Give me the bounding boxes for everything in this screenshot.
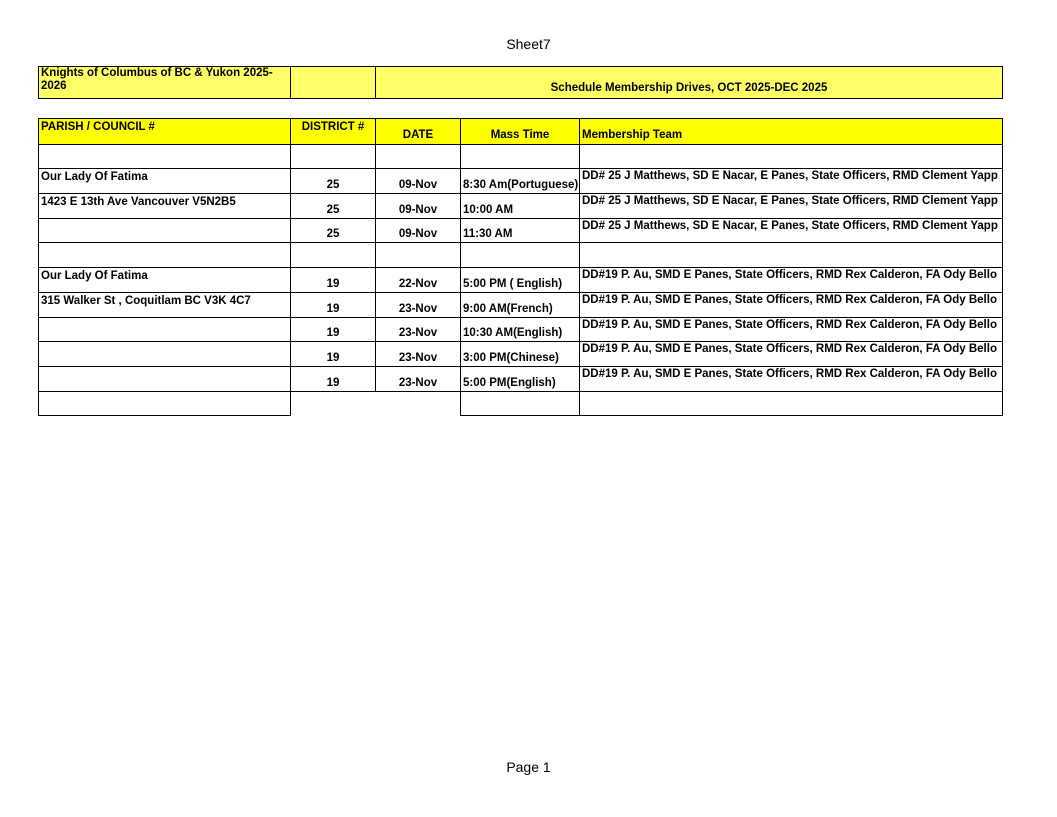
table-row <box>39 243 1003 268</box>
table-row <box>39 268 1003 293</box>
cell-team[interactable] <box>580 243 1003 268</box>
cell-mass[interactable] <box>461 144 580 169</box>
cell-date[interactable]: 22-Nov <box>376 268 461 293</box>
header-district[interactable]: DISTRICT # <box>291 119 376 145</box>
cell-date[interactable]: 23-Nov <box>376 342 461 367</box>
cell-date[interactable]: 23-Nov <box>376 317 461 342</box>
table-row <box>39 218 1003 243</box>
header-mass-time[interactable]: Mass Time <box>461 119 580 145</box>
cell-date[interactable]: 09-Nov <box>376 194 461 219</box>
cell-parish[interactable] <box>39 342 291 367</box>
cell-parish[interactable] <box>39 144 291 169</box>
cell-district[interactable]: 19 <box>291 268 376 293</box>
cell-district[interactable]: 25 <box>291 169 376 194</box>
cell-mass[interactable]: 3:00 PM(Chinese) <box>461 342 580 367</box>
cell-date[interactable]: 09-Nov <box>376 169 461 194</box>
title-row <box>39 67 1003 99</box>
cell-team[interactable] <box>580 144 1003 169</box>
cell-parish[interactable] <box>39 243 291 268</box>
cell-date[interactable]: 23-Nov <box>376 292 461 317</box>
sheet-name-header: Sheet7 <box>506 36 551 52</box>
schedule-title-cell[interactable]: Schedule Membership Drives, OCT 2025-DEC 2025 <box>376 67 1003 99</box>
cell-date[interactable]: 09-Nov <box>376 218 461 243</box>
cell-parish[interactable] <box>39 218 291 243</box>
trailing-cell-date <box>376 391 461 416</box>
cell-district[interactable]: 25 <box>291 194 376 219</box>
cell-mass[interactable]: 10:00 AM <box>461 194 580 219</box>
cell-parish[interactable]: 1423 E 13th Ave Vancouver V5N2B5 <box>39 194 291 219</box>
cell-parish[interactable]: Our Lady Of Fatima <box>39 268 291 293</box>
header-row <box>39 119 1003 145</box>
cell-parish[interactable]: Our Lady Of Fatima <box>39 169 291 194</box>
schedule-table <box>38 118 1003 416</box>
cell-team[interactable]: DD# 25 J Matthews, SD E Nacar, E Panes, State Officers, RMD Clement Yapp <box>580 169 1003 194</box>
trailing-cell-district <box>291 391 376 416</box>
cell-team[interactable]: DD# 25 J Matthews, SD E Nacar, E Panes, State Officers, RMD Clement Yapp <box>580 218 1003 243</box>
page-number-footer: Page 1 <box>506 759 551 775</box>
table-row <box>39 169 1003 194</box>
cell-team[interactable]: DD#19 P. Au, SMD E Panes, State Officers, RMD Rex Calderon, FA Ody Bello <box>580 292 1003 317</box>
trailing-cell-parish[interactable] <box>39 391 291 416</box>
org-title-cell[interactable]: Knights of Columbus of BC & Yukon 2025-2026 <box>39 67 291 99</box>
cell-team[interactable]: DD#19 P. Au, SMD E Panes, State Officers, RMD Rex Calderon, FA Ody Bello <box>580 366 1003 391</box>
cell-mass[interactable]: 5:00 PM ( English) <box>461 268 580 293</box>
trailing-cell-team[interactable] <box>580 391 1003 416</box>
cell-date[interactable] <box>376 243 461 268</box>
table-row <box>39 144 1003 169</box>
cell-district[interactable]: 19 <box>291 292 376 317</box>
trailing-row <box>39 391 1003 416</box>
table-row <box>39 292 1003 317</box>
cell-team[interactable]: DD# 25 J Matthews, SD E Nacar, E Panes, State Officers, RMD Clement Yapp <box>580 194 1003 219</box>
cell-mass[interactable]: 5:00 PM(English) <box>461 366 580 391</box>
cell-parish[interactable] <box>39 317 291 342</box>
cell-district[interactable]: 19 <box>291 366 376 391</box>
cell-district[interactable]: 25 <box>291 218 376 243</box>
cell-date[interactable]: 23-Nov <box>376 366 461 391</box>
cell-district[interactable]: 19 <box>291 342 376 367</box>
cell-team[interactable]: DD#19 P. Au, SMD E Panes, State Officers, RMD Rex Calderon, FA Ody Bello <box>580 268 1003 293</box>
cell-mass[interactable]: 9:00 AM(French) <box>461 292 580 317</box>
cell-parish[interactable] <box>39 366 291 391</box>
cell-mass[interactable]: 11:30 AM <box>461 218 580 243</box>
cell-mass[interactable] <box>461 243 580 268</box>
cell-parish[interactable]: 315 Walker St , Coquitlam BC V3K 4C7 <box>39 292 291 317</box>
table-row <box>39 366 1003 391</box>
title-table <box>38 66 1003 99</box>
table-row <box>39 194 1003 219</box>
table-row <box>39 317 1003 342</box>
header-membership-team[interactable]: Membership Team <box>580 119 1003 145</box>
cell-mass[interactable]: 10:30 AM(English) <box>461 317 580 342</box>
cell-district[interactable]: 19 <box>291 317 376 342</box>
header-date[interactable]: DATE <box>376 119 461 145</box>
trailing-cell-mass[interactable] <box>461 391 580 416</box>
cell-district[interactable] <box>291 144 376 169</box>
table-row <box>39 342 1003 367</box>
table-body <box>39 144 1003 391</box>
cell-date[interactable] <box>376 144 461 169</box>
cell-team[interactable]: DD#19 P. Au, SMD E Panes, State Officers, RMD Rex Calderon, FA Ody Bello <box>580 317 1003 342</box>
cell-mass[interactable]: 8:30 Am(Portuguese) <box>461 169 580 194</box>
blank-title-cell[interactable] <box>291 67 376 99</box>
header-parish[interactable]: PARISH / COUNCIL # <box>39 119 291 145</box>
cell-team[interactable]: DD#19 P. Au, SMD E Panes, State Officers, RMD Rex Calderon, FA Ody Bello <box>580 342 1003 367</box>
cell-district[interactable] <box>291 243 376 268</box>
